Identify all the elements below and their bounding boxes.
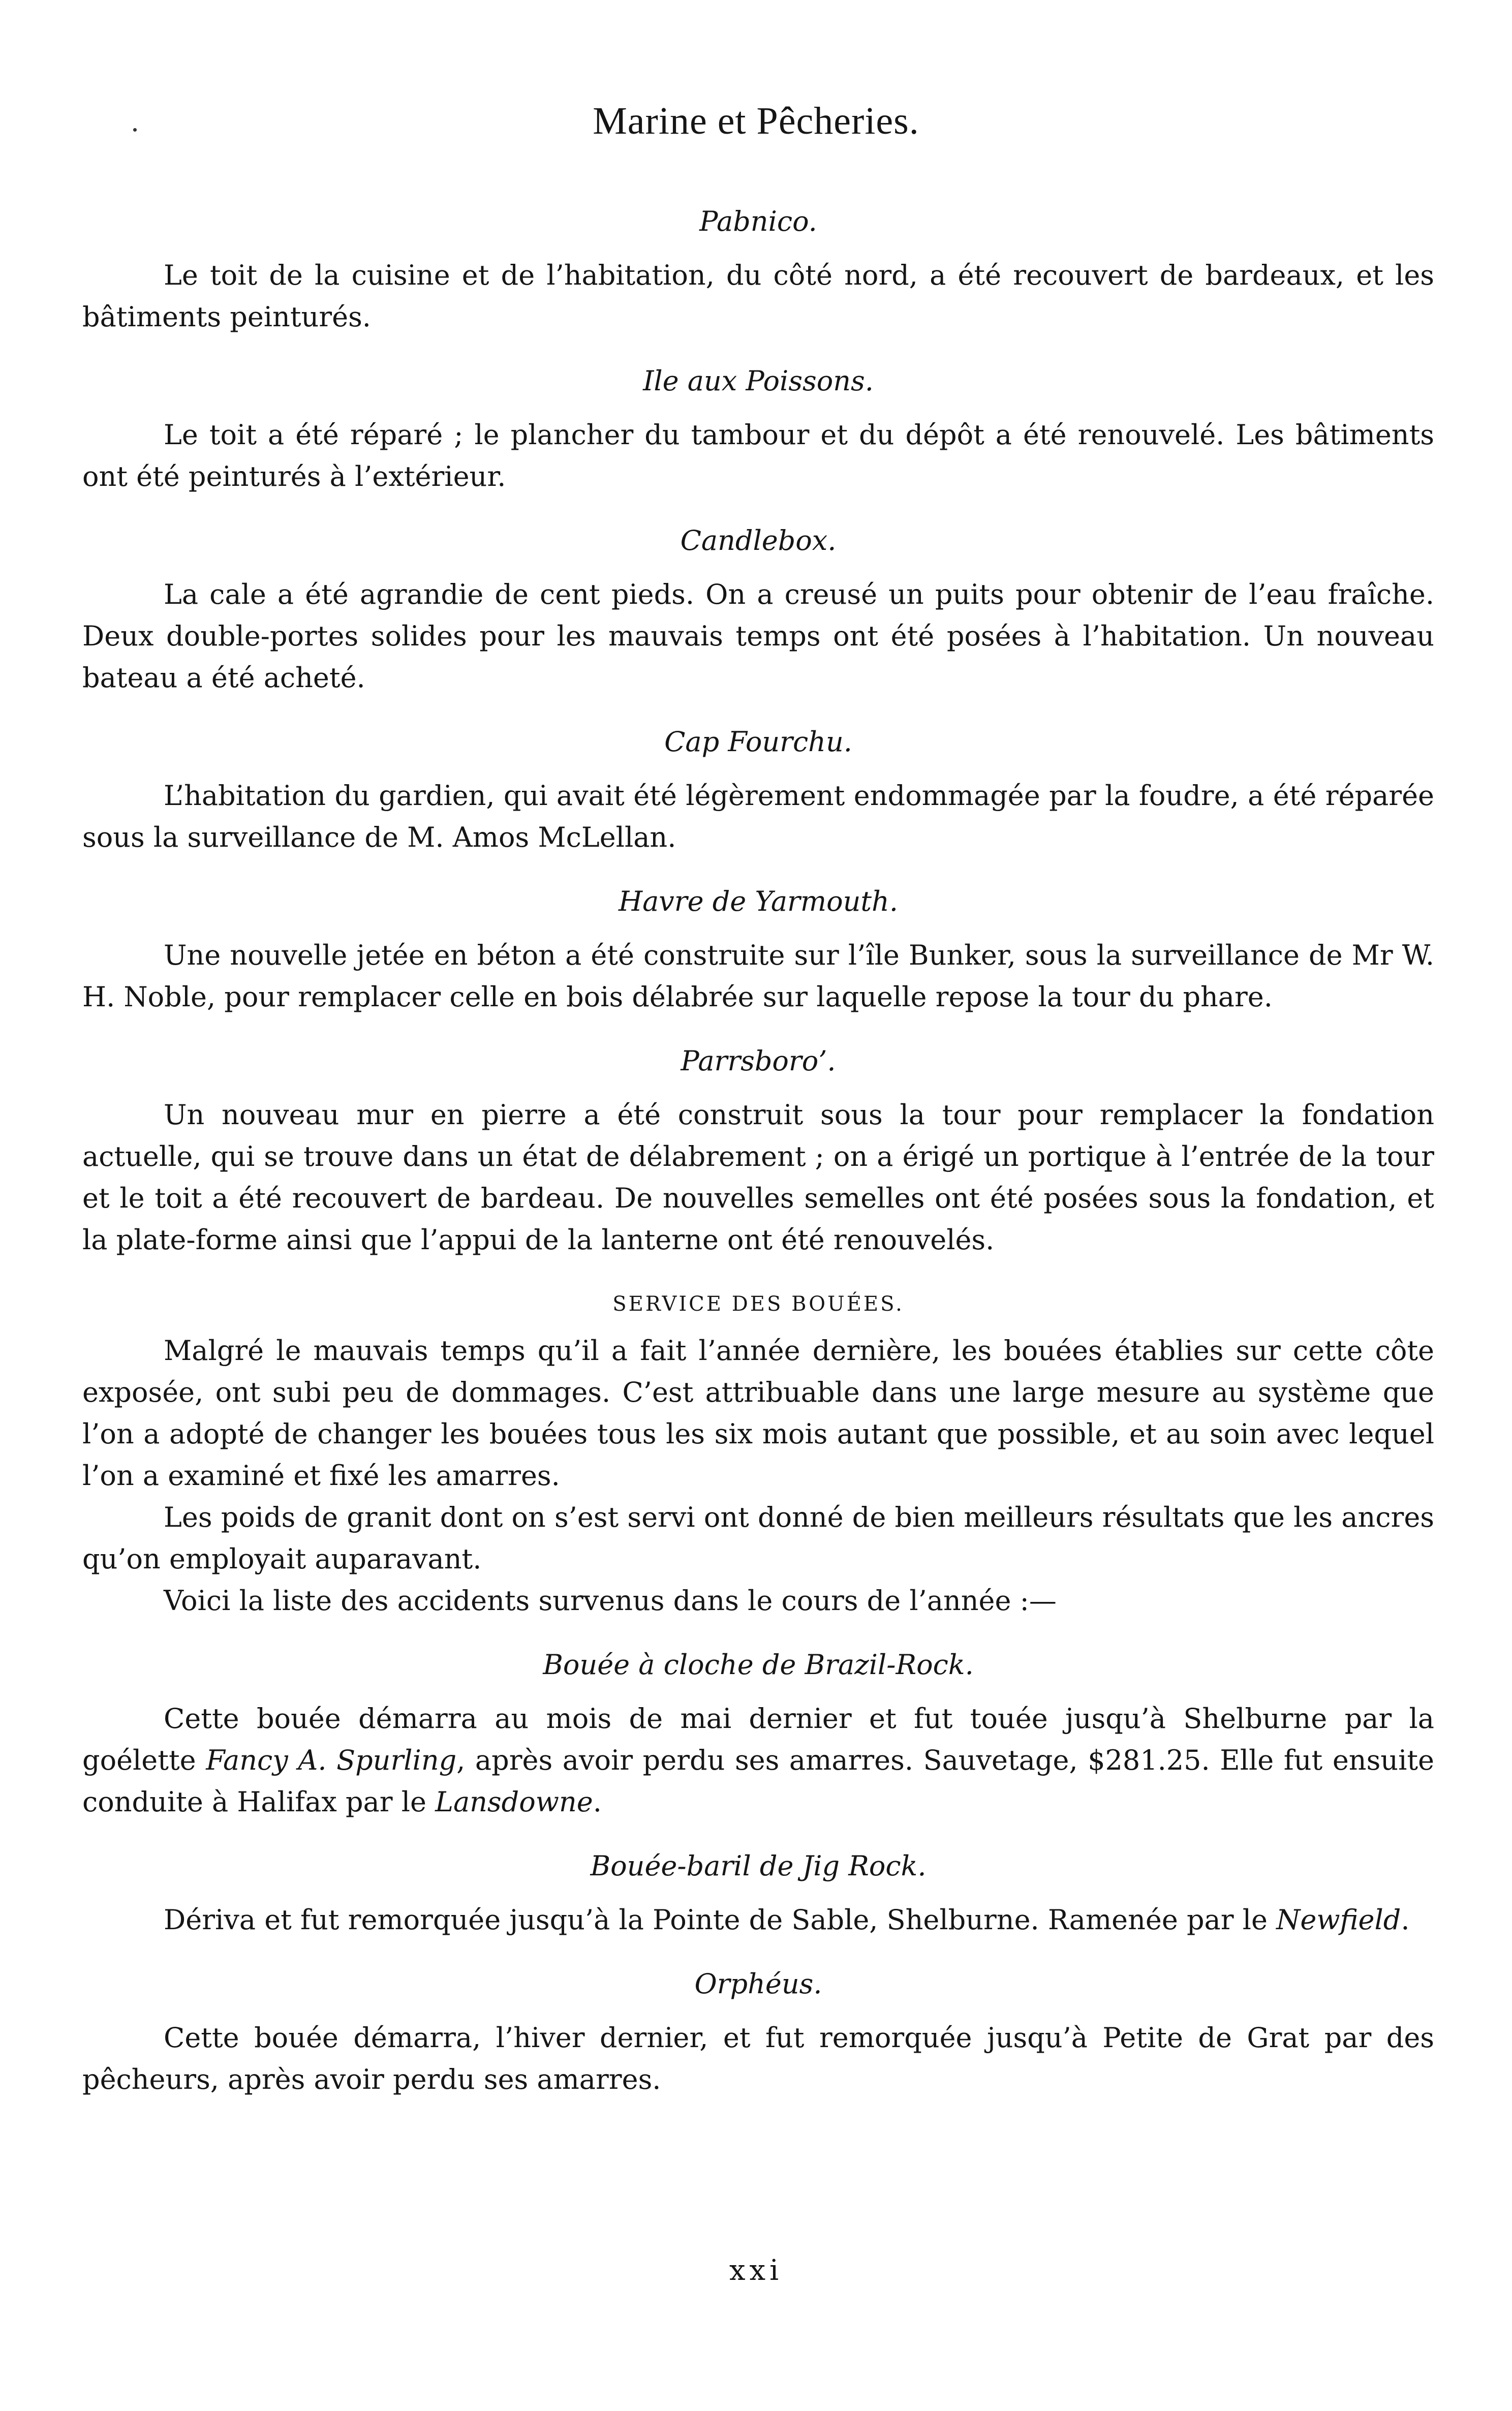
section-paragraph: Le toit de la cuisine et de l’habitation, du côté nord, a été recouvert de bardeaux, et les bâtiments peinturés. — [82, 259, 1434, 333]
buoy-service-paragraph: Les poids de granit dont on s’est servi ont donné de bien meilleurs résultats que les ancres qu’on employait auparavant. — [82, 1501, 1434, 1575]
section-heading: Pabnico. — [699, 205, 817, 237]
buoy-service-paragraph: Voici la liste des accidents survenus dans le cours de l’année :— — [164, 1585, 1057, 1617]
section-heading: Havre de Yarmouth. — [618, 885, 899, 917]
section-paragraph: L’habitation du gardien, qui avait été légèrement endommagée par la foudre, a été réparée sous la surveillance de M. Amos McLellan. — [82, 780, 1434, 853]
section-paragraph: Le toit a été réparé ; le plancher du tambour et du dépôt a été renouvelé. Les bâtiments ont été peinturés à l’extérieur. — [82, 419, 1434, 492]
accident-paragraph — [82, 1698, 1434, 1823]
buoy-service-paragraph: Malgré le mauvais temps qu’il a fait l’année dernière, les bouées établies sur cette côte exposée, ont subi peu de dommages. C’est attribuable dans une large mesure au système que l’on a adopté de changer les bouées tous les six mois autant que possible, et au soin avec lequel l’on a examiné et fixé les amarres. — [82, 1335, 1434, 1492]
accident-text: Cette bouée démarra au mois de mai dernier et fut touée jusqu’à Shelburne par la goélette — [82, 1703, 1434, 1776]
accident-heading: Bouée à cloche de Brazil-Rock. — [543, 1649, 974, 1681]
section-buoy-service — [82, 1283, 1434, 1622]
page-number: xxi — [729, 2254, 783, 2287]
accident-paragraph — [82, 1899, 1434, 1941]
section-heading: Ile aux Poissons. — [643, 365, 874, 397]
accident-paragraph: Cette bouée démarra, l’hiver dernier, et fut remorquée jusqu’à Petite de Grat par des pêcheurs, après avoir perdu ses amarres. — [82, 2022, 1434, 2095]
buoy-service-heading: SERVICE DES BOUÉES. — [612, 1292, 904, 1316]
section-pabnico — [82, 201, 1434, 338]
accident-heading: Bouée-baril de Jig Rock. — [590, 1850, 927, 1882]
page-body — [82, 201, 1434, 2104]
accident-text: Dériva et fut remorquée jusqu’à la Pointe de Sable, Shelburne. Ramenée par le — [164, 1904, 1277, 1936]
accident-text: . — [593, 1786, 602, 1818]
ship-name: Fancy A. Spurling — [206, 1744, 457, 1776]
section-candlebox — [82, 520, 1434, 699]
stray-ink-mark — [133, 128, 137, 132]
section-havre-de-yarmouth — [82, 881, 1434, 1018]
section-paragraph: Un nouveau mur en pierre a été construit sous la tour pour remplacer la fondation actuelle, qui se trouve dans un état de délabrement ; on a érigé un portique à l’entrée de la tour et le toit a été recouvert de bardeau. De nouvelles semelles ont été posées sous la fondation, et la plate-forme ainsi que l’appui de la lanterne ont été renouvelés. — [82, 1099, 1434, 1256]
section-cap-fourchu — [82, 721, 1434, 858]
ship-name: Newfield — [1276, 1904, 1401, 1936]
ship-name: Lansdowne — [435, 1786, 593, 1818]
accident-brazil-rock — [82, 1644, 1434, 1823]
section-ile-aux-poissons — [82, 360, 1434, 498]
accident-orpheus — [82, 1963, 1434, 2100]
accident-text: , après avoir perdu ses amarres. Sauvetage, $281.25. Elle fut ensuite conduite à Halifax par le — [82, 1744, 1435, 1818]
section-heading: Cap Fourchu. — [664, 726, 852, 758]
section-paragraph: Une nouvelle jetée en béton a été construite sur l’île Bunker, sous la surveillance de Mr W. H. Noble, pour remplacer celle en bois délabrée sur laquelle repose la tour du phare. — [82, 939, 1434, 1013]
section-heading: Candlebox. — [680, 524, 837, 557]
section-parrsboro — [82, 1040, 1434, 1261]
accident-jig-rock — [82, 1845, 1434, 1941]
section-paragraph: La cale a été agrandie de cent pieds. On a creusé un puits pour obtenir de l’eau fraîche. Deux double-portes solides pour les mauvais temps ont été posées à l’habitation. Un nouveau bateau a été acheté. — [82, 578, 1434, 694]
page-title: Marine et Pêcheries. — [593, 100, 919, 142]
section-heading: Parrsboro’. — [681, 1045, 836, 1077]
accident-heading: Orphéus. — [694, 1968, 822, 2000]
accident-text: . — [1401, 1904, 1410, 1936]
